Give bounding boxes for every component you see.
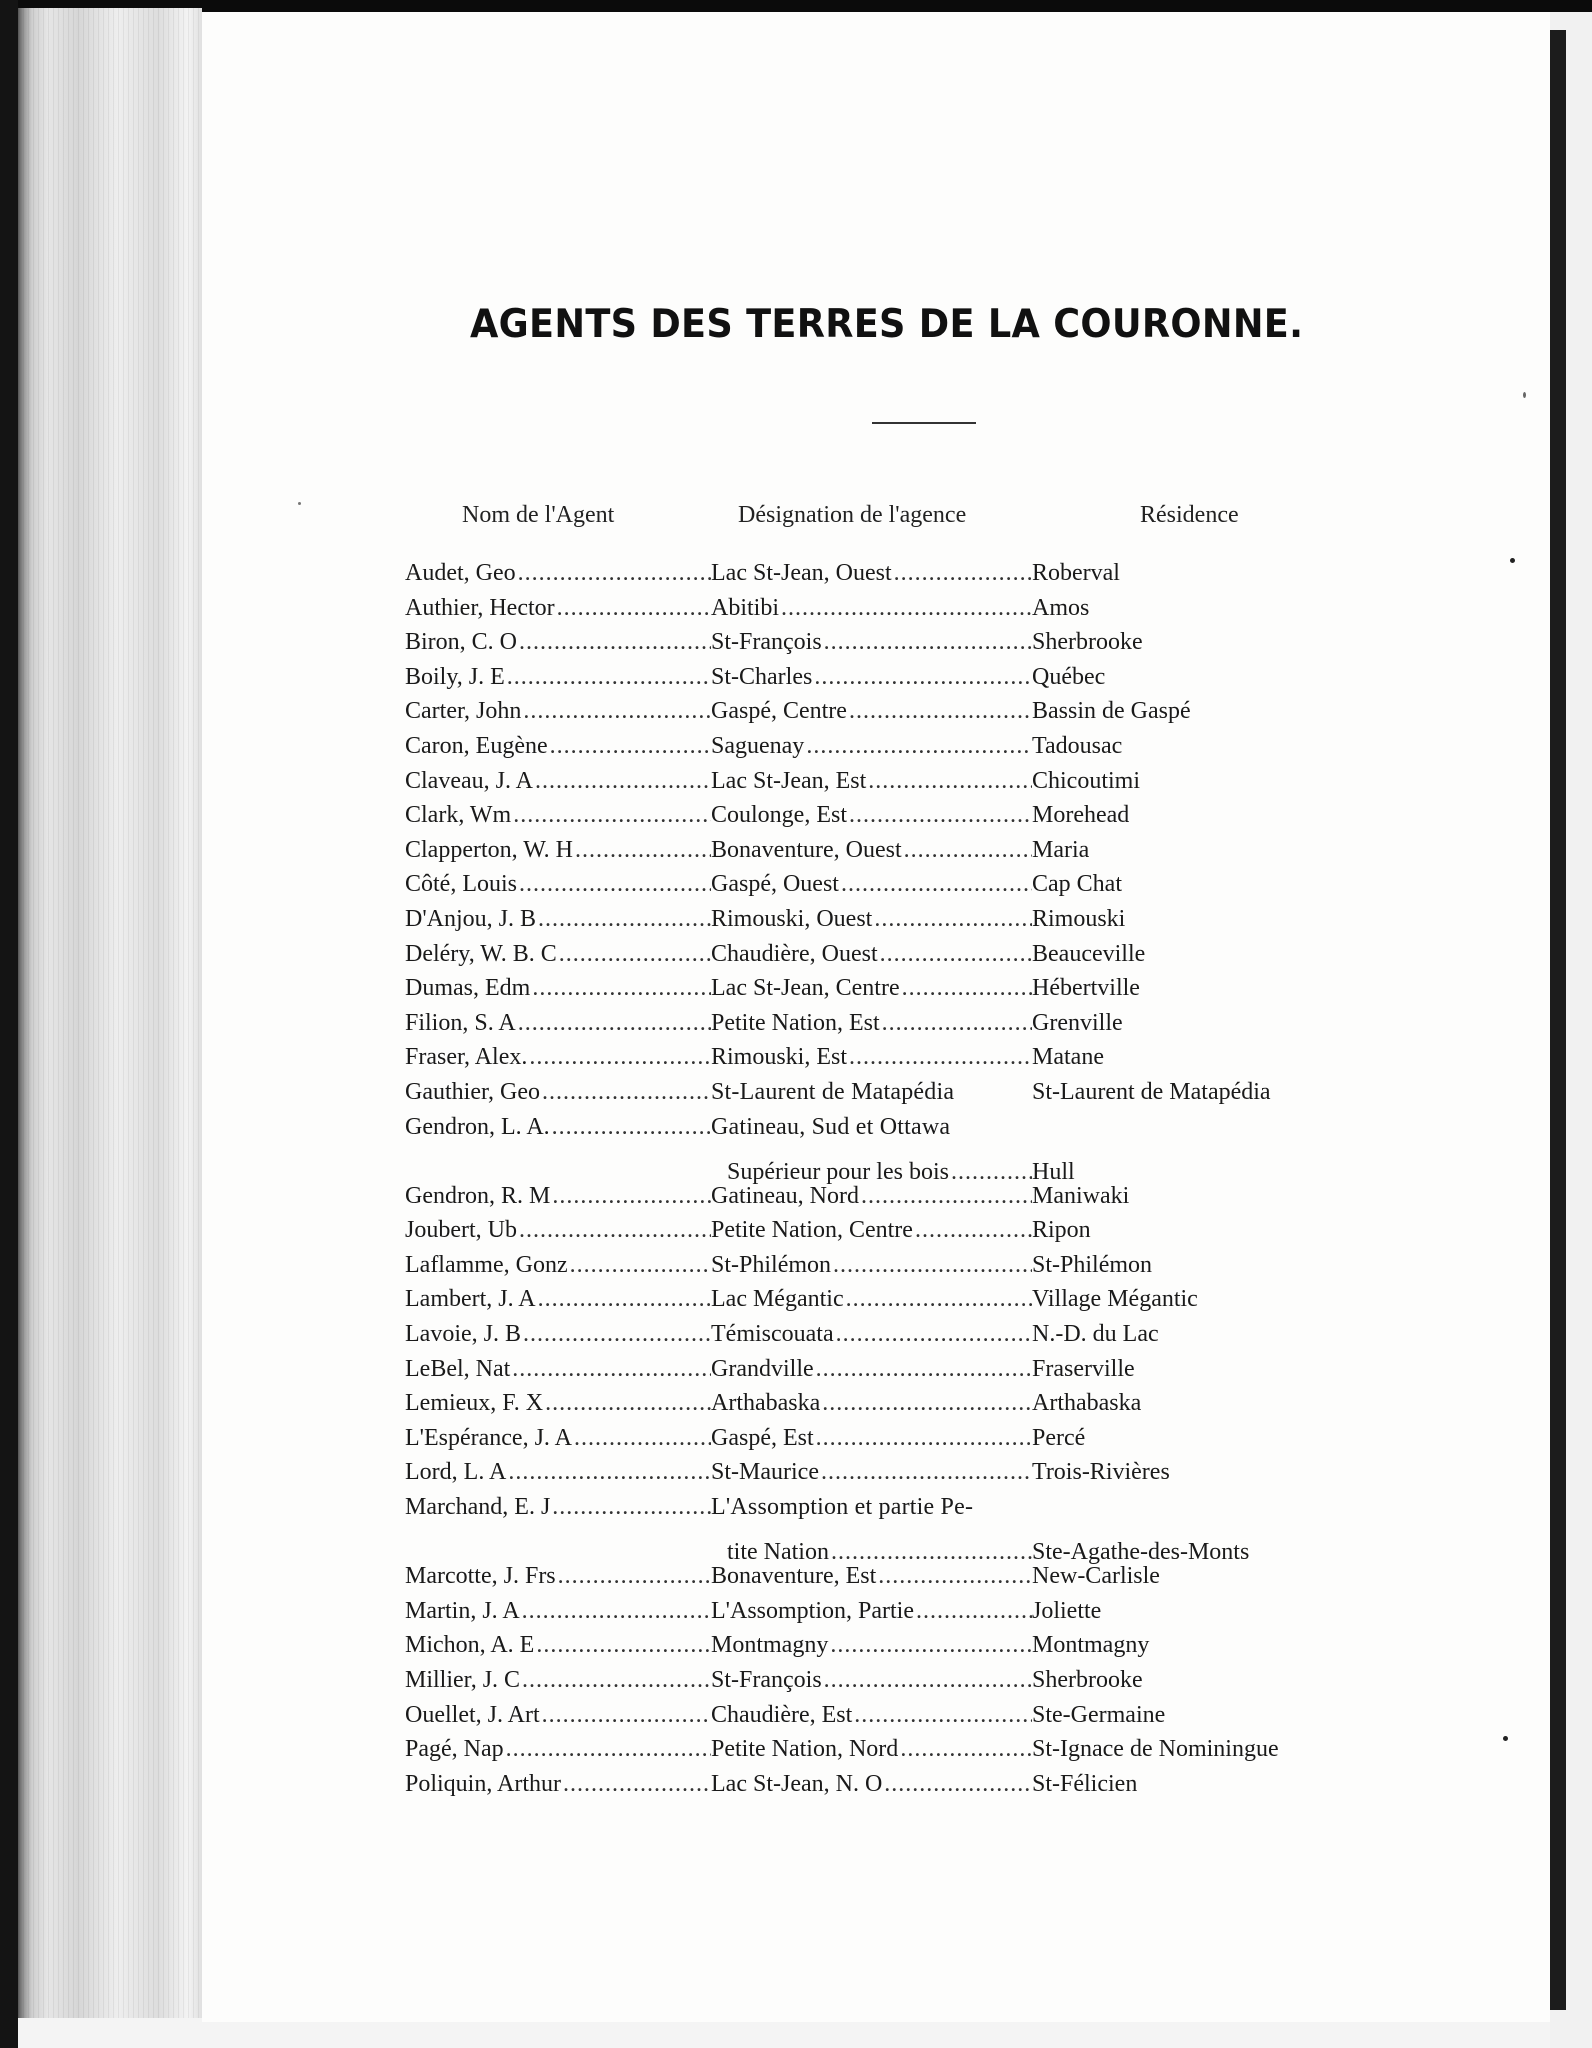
agency-designation: Lac St-Jean, Centre xyxy=(711,975,900,1002)
agency-designation: Saguenay xyxy=(711,732,805,759)
agent-name-cell xyxy=(405,729,711,764)
agent-name-cell xyxy=(405,1594,711,1629)
dot-leader xyxy=(534,1628,711,1663)
agency-designation: St-Maurice xyxy=(711,1459,819,1486)
list-item xyxy=(405,1110,1365,1145)
list-item xyxy=(405,1248,1365,1283)
dot-leader xyxy=(847,798,1032,833)
agency-designation: L'Assomption et partie Pe- xyxy=(711,1494,974,1521)
scan-border-left xyxy=(0,0,18,2048)
agent-name: Côté, Louis xyxy=(405,871,517,898)
list-item xyxy=(405,1352,1365,1387)
agency-designation-cell xyxy=(711,1594,1032,1629)
title-rule xyxy=(872,422,976,424)
agent-name: L'Espérance, J. A xyxy=(405,1424,572,1451)
agent-name-cell xyxy=(405,1040,711,1075)
residence: Rimouski xyxy=(1032,905,1126,932)
agent-name-cell xyxy=(405,660,711,695)
agent-name-cell xyxy=(405,1006,711,1041)
agent-name: Clapperton, W. H xyxy=(405,836,573,863)
list-item xyxy=(405,1525,1365,1566)
dot-leader xyxy=(557,937,711,972)
agency-designation: Gaspé, Ouest xyxy=(711,871,839,898)
agency-designation-cell xyxy=(711,1282,1032,1317)
dot-leader xyxy=(859,1179,1032,1214)
residence: Arthabaska xyxy=(1032,1390,1142,1417)
agent-name-cell xyxy=(405,1628,711,1663)
dot-leader xyxy=(520,1594,711,1629)
dot-leader xyxy=(511,798,711,833)
agency-designation: Gatineau, Nord xyxy=(711,1182,859,1209)
list-item xyxy=(405,1732,1365,1767)
dot-leader xyxy=(530,971,711,1006)
residence: Trois-Rivières xyxy=(1032,1459,1170,1486)
dot-leader xyxy=(847,1040,1032,1075)
residence: Québec xyxy=(1032,663,1106,690)
agent-name-cell xyxy=(405,1386,711,1421)
dot-leader xyxy=(820,1386,1032,1421)
dot-leader xyxy=(900,971,1032,1006)
dot-leader xyxy=(902,833,1032,868)
agency-designation: Montmagny xyxy=(711,1632,829,1659)
agent-name: Lemieux, F. X xyxy=(405,1390,544,1417)
list-item xyxy=(405,764,1365,799)
dot-leader xyxy=(828,1628,1032,1663)
agency-designation: Rimouski, Ouest xyxy=(711,905,873,932)
dot-leader xyxy=(822,1663,1032,1698)
agency-designation-cell xyxy=(711,591,1032,626)
dot-leader xyxy=(812,660,1032,695)
agency-designation-cell xyxy=(711,798,1032,833)
agent-name: Filion, S. A xyxy=(405,1009,516,1036)
agent-name: Gauthier, Geo xyxy=(405,1078,540,1105)
agent-name: LeBel, Nat xyxy=(405,1355,511,1382)
agent-name-cell xyxy=(405,1179,711,1214)
residence: Tadousac xyxy=(1032,732,1123,759)
agent-name: D'Anjou, J. B xyxy=(405,905,537,932)
dot-leader xyxy=(839,867,1032,902)
agent-name: Marcotte, J. Frs xyxy=(405,1563,556,1590)
speck-mark xyxy=(1503,1736,1508,1741)
agent-name: Lord, L. A xyxy=(405,1459,507,1486)
dot-leader xyxy=(550,1490,711,1525)
list-item xyxy=(405,1282,1365,1317)
agent-name: Authier, Hector xyxy=(405,594,555,621)
list-item xyxy=(405,1663,1365,1698)
residence: St-Laurent de Matapédia xyxy=(1032,1078,1271,1105)
agency-designation-cell xyxy=(711,660,1032,695)
agent-name: Gendron, L. A. xyxy=(405,1113,550,1140)
agent-name-cell xyxy=(405,867,711,902)
agency-designation: Arthabaska xyxy=(711,1390,821,1417)
agent-name-cell xyxy=(405,971,711,1006)
agent-name: Audet, Geo xyxy=(405,560,516,586)
agent-name-cell xyxy=(405,1455,711,1490)
agency-designation: L'Assomption, Partie xyxy=(711,1597,914,1624)
page-bottom-margin xyxy=(18,2018,1592,2048)
agency-designation-cell xyxy=(711,971,1032,1006)
agency-designation: Gaspé, Centre xyxy=(711,698,847,725)
list-item xyxy=(405,1075,1365,1110)
agency-designation-cell xyxy=(711,1075,1032,1110)
agency-designation-cell xyxy=(711,1040,1032,1075)
agent-name-cell xyxy=(405,1663,711,1698)
list-item xyxy=(405,660,1365,695)
agent-name: Pagé, Nap xyxy=(405,1736,504,1763)
agency-designation-cell xyxy=(711,1006,1032,1041)
agency-designation-cell xyxy=(711,556,1032,591)
agency-designation: Chaudière, Est xyxy=(711,1701,853,1728)
dot-leader xyxy=(814,1352,1032,1387)
agency-designation-cell xyxy=(711,1110,1032,1145)
dot-leader xyxy=(536,1282,711,1317)
agent-name: Claveau, J. A xyxy=(405,767,533,794)
dot-leader xyxy=(517,867,711,902)
agent-name: Dumas, Edm xyxy=(405,975,531,1002)
agent-name: Biron, C. O xyxy=(405,629,518,656)
dot-leader xyxy=(540,1698,711,1733)
agent-name-cell xyxy=(405,764,711,799)
agency-designation-cell xyxy=(711,937,1032,972)
agency-designation: Grandville xyxy=(711,1355,814,1382)
residence: Matane xyxy=(1032,1044,1104,1071)
list-item xyxy=(405,1767,1365,1802)
agency-designation: Bonaventure, Est xyxy=(711,1563,877,1590)
agent-name-cell xyxy=(405,1282,711,1317)
agency-designation-cell xyxy=(711,694,1032,729)
agency-designation: tite Nation xyxy=(727,1539,829,1566)
agent-name: Martin, J. A xyxy=(405,1597,520,1624)
residence: Ripon xyxy=(1032,1217,1091,1244)
dot-leader xyxy=(847,694,1032,729)
list-item xyxy=(405,1144,1365,1185)
agency-designation-cell xyxy=(711,1248,1032,1283)
agent-name-cell xyxy=(405,1075,711,1110)
agency-designation: Lac St-Jean, Est xyxy=(711,767,867,794)
dot-leader xyxy=(555,591,711,626)
speck-mark xyxy=(298,502,301,505)
agency-designation-cell xyxy=(711,1213,1032,1248)
residence: Hébertville xyxy=(1032,975,1140,1002)
agency-designation-cell xyxy=(711,1663,1032,1698)
column-header-name: Nom de l'Agent xyxy=(462,502,615,528)
list-item xyxy=(405,1490,1365,1525)
agent-name: Lambert, J. A xyxy=(405,1286,536,1313)
agency-designation: Bonaventure, Ouest xyxy=(711,836,902,863)
list-item xyxy=(405,1317,1365,1352)
agent-name: Clark, Wm xyxy=(405,802,512,829)
agent-name-cell xyxy=(405,1698,711,1733)
agency-designation-cell xyxy=(711,625,1032,660)
agency-designation: St-Laurent de Matapédia xyxy=(711,1078,955,1105)
dot-leader xyxy=(822,625,1032,660)
residence: Sherbrooke xyxy=(1032,1667,1143,1693)
agent-name: Carter, John xyxy=(405,698,522,725)
agent-name-cell xyxy=(405,1732,711,1767)
agency-designation-cell xyxy=(711,729,1032,764)
list-item xyxy=(405,1213,1365,1248)
list-item xyxy=(405,833,1365,868)
list-item xyxy=(405,867,1365,902)
agency-designation-cell xyxy=(711,833,1032,868)
residence: Sherbrooke xyxy=(1032,629,1143,656)
residence: N.-D. du Lac xyxy=(1032,1321,1159,1348)
agent-name-cell xyxy=(405,1110,711,1145)
dot-leader xyxy=(561,1767,711,1802)
residence: Percé xyxy=(1032,1424,1086,1451)
agent-name-cell xyxy=(405,1767,711,1802)
dot-leader xyxy=(504,1732,711,1767)
agent-name-cell xyxy=(405,937,711,972)
list-item xyxy=(405,1040,1365,1075)
dot-leader xyxy=(878,937,1032,972)
agent-name-cell xyxy=(405,1248,711,1283)
dot-leader xyxy=(880,1006,1032,1041)
list-item xyxy=(405,937,1365,972)
residence: Village Mégantic xyxy=(1032,1286,1198,1313)
agency-designation-cell xyxy=(711,1421,1032,1456)
agency-designation-cell xyxy=(711,1559,1032,1594)
agent-name-cell xyxy=(405,1352,711,1387)
dot-leader xyxy=(572,1421,711,1456)
list-item xyxy=(405,1179,1365,1214)
agent-name: Gendron, R. M xyxy=(405,1182,551,1209)
agency-designation: Supérieur pour les bois xyxy=(727,1158,949,1185)
dot-leader xyxy=(517,1213,711,1248)
list-item xyxy=(405,971,1365,1006)
agency-designation: Rimouski, Est xyxy=(711,1044,848,1071)
agency-designation-cell xyxy=(711,1698,1032,1733)
book-page-edge-lines xyxy=(18,8,202,2018)
agent-name-cell xyxy=(405,625,711,660)
agency-designation-cell xyxy=(711,1628,1032,1663)
agent-name-cell xyxy=(405,798,711,833)
list-item xyxy=(405,798,1365,833)
agency-designation: Petite Nation, Nord xyxy=(711,1736,899,1763)
dot-leader xyxy=(834,1317,1032,1352)
dot-leader xyxy=(844,1282,1032,1317)
facing-page-edge xyxy=(1550,30,1566,2010)
dot-leader xyxy=(517,625,711,660)
agency-designation: Gaspé, Est xyxy=(711,1424,814,1451)
agent-name: Joubert, Ub xyxy=(405,1217,517,1244)
dot-leader xyxy=(882,1767,1032,1802)
dot-leader xyxy=(536,902,711,937)
residence: Amos xyxy=(1032,594,1090,621)
agency-designation: St-François xyxy=(711,1667,822,1693)
agency-designation-cell xyxy=(711,1352,1032,1387)
agency-designation-cell xyxy=(711,1386,1032,1421)
page-title: AGENTS DES TERRES DE LA COURONNE. xyxy=(470,302,1304,347)
dot-leader xyxy=(548,729,711,764)
agency-designation-cell xyxy=(711,1490,1032,1525)
agent-name-cell xyxy=(405,1317,711,1352)
agent-name: Michon, A. E xyxy=(405,1632,535,1659)
residence: Grenville xyxy=(1032,1009,1123,1036)
residence: New-Carlisle xyxy=(1032,1563,1160,1590)
dot-leader xyxy=(831,1248,1032,1283)
agency-designation: Témiscouata xyxy=(711,1321,834,1348)
dot-leader xyxy=(521,694,711,729)
residence: Bassin de Gaspé xyxy=(1032,698,1191,725)
agency-designation-cell xyxy=(711,764,1032,799)
dot-leader xyxy=(533,764,711,799)
agent-name-cell xyxy=(405,902,711,937)
agent-name: Deléry, W. B. C xyxy=(405,940,557,967)
agent-name: Millier, J. C xyxy=(405,1667,521,1693)
agent-name-cell xyxy=(405,1490,711,1525)
dot-leader xyxy=(550,1110,711,1145)
agent-name-cell xyxy=(405,1559,711,1594)
residence: Hull xyxy=(1032,1158,1075,1185)
dot-leader xyxy=(898,1732,1032,1767)
dot-leader xyxy=(852,1698,1032,1733)
dot-leader xyxy=(527,1040,711,1075)
agency-designation: Lac St-Jean, Ouest xyxy=(711,560,892,586)
agent-name-cell xyxy=(405,1421,711,1456)
dot-leader xyxy=(892,556,1032,591)
list-item xyxy=(405,1386,1365,1421)
scan-border-top xyxy=(0,0,1592,12)
agent-name: Poliquin, Arthur xyxy=(405,1770,562,1797)
residence: Beauceville xyxy=(1032,940,1146,967)
agency-designation: Lac St-Jean, N. O xyxy=(711,1770,883,1797)
agency-designation: Abitibi xyxy=(711,594,780,621)
agent-name: Lavoie, J. B xyxy=(405,1321,521,1348)
list-item xyxy=(405,1594,1365,1629)
residence: St-Ignace de Nominingue xyxy=(1032,1736,1279,1763)
agency-designation-cell xyxy=(711,1455,1032,1490)
dot-leader xyxy=(872,902,1032,937)
residence: Fraserville xyxy=(1032,1355,1135,1382)
residence: St-Philémon xyxy=(1032,1251,1153,1278)
list-item xyxy=(405,1455,1365,1490)
agency-designation: Lac Mégantic xyxy=(711,1286,844,1313)
list-item xyxy=(405,1698,1365,1733)
agency-designation-cell xyxy=(711,1179,1032,1214)
residence: Maria xyxy=(1032,836,1090,863)
dot-leader xyxy=(516,1006,711,1041)
agent-name: Fraser, Alex. xyxy=(405,1044,528,1071)
agent-name: Laflamme, Gonz xyxy=(405,1251,568,1278)
column-header-residence: Résidence xyxy=(1140,502,1239,528)
agent-name-cell xyxy=(405,694,711,729)
residence: Maniwaki xyxy=(1032,1182,1130,1209)
dot-leader xyxy=(510,1352,711,1387)
agency-designation-cell xyxy=(711,902,1032,937)
residence: Montmagny xyxy=(1032,1632,1150,1659)
list-item xyxy=(405,694,1365,729)
dot-leader xyxy=(506,1455,711,1490)
list-item xyxy=(405,902,1365,937)
speck-mark xyxy=(1523,392,1526,398)
dot-leader xyxy=(913,1213,1032,1248)
dot-leader xyxy=(914,1594,1032,1629)
residence: Ste-Germaine xyxy=(1032,1701,1166,1728)
agency-designation: Chaudière, Ouest xyxy=(711,940,878,967)
agency-designation-cell xyxy=(711,1767,1032,1802)
residence: Roberval xyxy=(1032,560,1120,586)
agency-designation: St-Philémon xyxy=(711,1251,832,1278)
agency-designation-cell xyxy=(711,1732,1032,1767)
residence: Ste-Agathe-des-Monts xyxy=(1032,1539,1250,1566)
dot-leader xyxy=(521,1317,711,1352)
agent-name-cell xyxy=(405,833,711,868)
list-item xyxy=(405,1559,1365,1594)
residence: St-Félicien xyxy=(1032,1770,1138,1797)
dot-leader xyxy=(556,1559,711,1594)
dot-leader xyxy=(876,1559,1032,1594)
dot-leader xyxy=(505,660,711,695)
dot-leader xyxy=(804,729,1032,764)
agent-name: Boily, J. E xyxy=(405,663,505,690)
list-item xyxy=(405,1628,1365,1663)
dot-leader xyxy=(866,764,1032,799)
dot-leader xyxy=(814,1421,1032,1456)
agents-list xyxy=(405,556,1365,1801)
agency-designation-cell xyxy=(711,867,1032,902)
dot-leader xyxy=(520,1663,711,1698)
agent-name-cell xyxy=(405,591,711,626)
agent-name: Caron, Eugène xyxy=(405,732,548,759)
agency-designation: Coulonge, Est xyxy=(711,802,847,829)
list-item xyxy=(405,1006,1365,1041)
residence: Chicoutimi xyxy=(1032,767,1140,794)
list-item xyxy=(405,1421,1365,1456)
agency-designation: St-Charles xyxy=(711,663,813,690)
agent-name: Marchand, E. J xyxy=(405,1494,551,1521)
dot-leader xyxy=(540,1075,711,1110)
agent-name-cell xyxy=(405,556,711,591)
dot-leader xyxy=(819,1455,1032,1490)
dot-leader xyxy=(779,591,1032,626)
agency-designation-cell xyxy=(711,1317,1032,1352)
list-item xyxy=(405,591,1365,626)
residence: Joliette xyxy=(1032,1597,1102,1624)
column-header-designation: Désignation de l'agence xyxy=(738,502,967,528)
agency-designation: Gatineau, Sud et Ottawa xyxy=(711,1113,951,1140)
agency-designation: Petite Nation, Est xyxy=(711,1009,880,1036)
dot-leader xyxy=(568,1248,711,1283)
residence: Cap Chat xyxy=(1032,871,1122,898)
list-item xyxy=(405,729,1365,764)
dot-leader xyxy=(543,1386,711,1421)
dot-leader xyxy=(516,556,711,591)
dot-leader xyxy=(550,1179,711,1214)
agent-name: Ouellet, J. Art xyxy=(405,1701,540,1728)
agency-designation: Petite Nation, Centre xyxy=(711,1217,913,1244)
dot-leader xyxy=(573,833,711,868)
speck-mark xyxy=(1510,558,1515,563)
agent-name-cell xyxy=(405,1213,711,1248)
residence: Morehead xyxy=(1032,802,1130,829)
list-item xyxy=(405,556,1365,591)
list-item xyxy=(405,625,1365,660)
agency-designation: St-François xyxy=(711,629,822,656)
